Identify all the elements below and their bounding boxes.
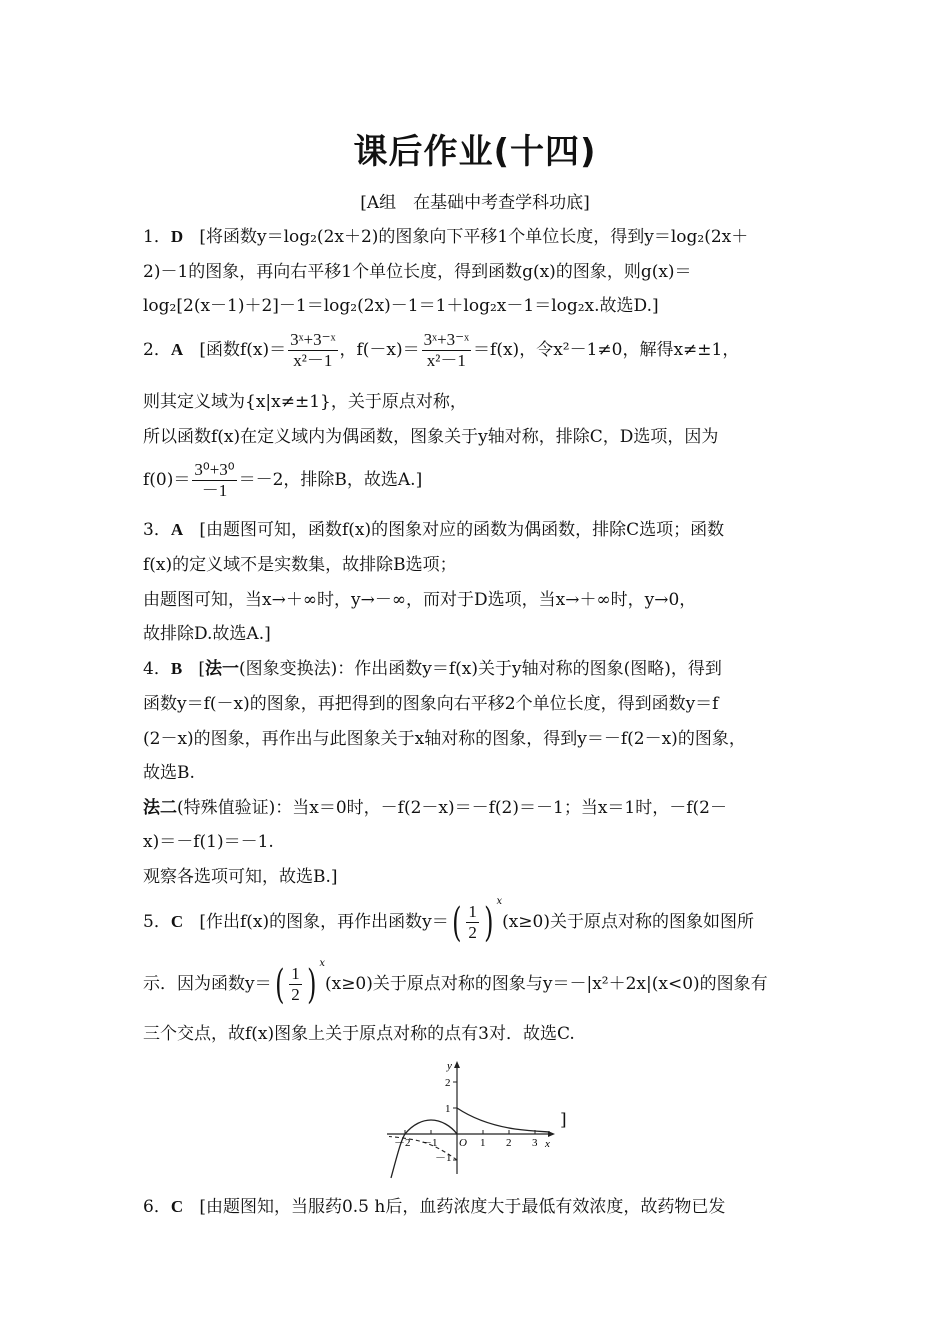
q5-function-graph [385,1058,565,1180]
q2-frac3-numerator: 3⁰+3⁰ [194,460,235,479]
q2-fraction-3 [192,460,236,501]
graph-y-tick-2: 2 [445,1077,451,1089]
q2-line-4 [143,460,422,501]
q4-line-7: 观察各选项可知，故选B.] [143,867,338,887]
q2-frac3-denominator: －1 [201,481,228,500]
q5-half-fraction-1 [466,902,479,943]
q2-end: ＝f(x)，令x²－1≠0，解得x≠±1， [473,340,740,360]
q5-text-1-start: [作出f(x)的图象，再作出函数y＝ [199,912,449,932]
q1-text-1: [将函数y＝log₂(2x＋2)的图象向下平移1个单位长度，得到y＝log₂(2x＋ [199,227,749,247]
q5-answer: C [170,912,184,931]
q4-line-2: 函数y＝f(－x)的图象，再把得到的图象向右平移2个单位长度，得到函数y＝f [143,694,719,714]
q3-number: 3． [143,520,171,540]
q5-number: 5． [143,912,171,932]
q6-number: 6． [143,1197,171,1217]
q5-exponent-1: x [496,896,503,908]
q2-fraction-2 [422,330,471,371]
q2-open: [函数f(x)＝ [199,340,287,360]
q5-text-1-end: (x≥0)关于原点对称的图象如图所 [502,912,754,932]
q5-exponent-2: x [319,958,325,970]
q2-answer: A [170,340,184,359]
q1-line-1 [143,225,748,249]
q4-text-1: (图象变换法)：作出函数y＝f(x)关于y轴对称的图象(图略)，得到 [239,659,722,679]
q6-line-1 [143,1195,725,1219]
q5-half-denominator-1: 2 [468,923,477,942]
q5-text-2-end: (x≥0)关于原点对称的图象与y＝－|x²＋2x|(x<0)的图象有 [324,974,768,994]
q2-line-2: 则其定义域为{x|x≠±1}，关于原点对称， [143,392,467,412]
q4-method-2-label: 法二 [143,798,177,818]
graph-x-tick-minus-1: －1 [421,1137,438,1149]
q5-line-3: 三个交点，故f(x)图象上关于原点对称的点有3对．故选C. [143,1024,575,1044]
q2-fraction-1 [288,330,337,371]
q2-frac1-denominator: x²－1 [293,351,333,370]
q1-line-2: 2)－1的图象，再向右平移1个单位长度，得到函数g(x)的图象，则g(x)＝ [143,262,692,282]
q3-line-4: 故排除D.故选A.] [143,624,271,644]
q5-half-numerator-2: 1 [291,964,300,983]
q4-answer: B [170,659,183,678]
graph-y-tick-minus-1: －1 [435,1152,452,1164]
q2-mid: ，f(－x)＝ [339,340,420,360]
q4-line-6: x)＝－f(1)＝－1. [143,832,274,852]
q4-method-1-label: 法一 [205,659,240,679]
graph-y-tick-1: 1 [445,1103,451,1115]
graph-origin-label: O [459,1137,467,1149]
q4-line-1: 4．B [法一(图象变换法)：作出函数y＝f(x)关于y轴对称的图象(图略)，得到 [143,659,722,679]
q5-text-2-start: 示．因为函数y＝ [143,974,272,994]
q2-frac1-numerator: 3ˣ+3⁻ˣ [290,330,336,349]
q1-line-3: log₂[2(x－1)＋2]－1＝log₂(2x)－1＝1＋log₂x－1＝log₂x.故选D.] [143,296,659,316]
graph-x-label: x [545,1138,550,1150]
q4-line-3: (2－x)的图象，再作出与此图象关于x轴对称的图象，得到y＝－f(2－x)的图象， [143,729,746,749]
q4-line-5 [143,796,727,820]
q3-line-3: 由题图可知，当x→＋∞时，y→－∞，而对于D选项，当x→＋∞时，y→0， [143,590,697,610]
q5-close-bracket: ] [560,1110,567,1130]
q4-line-4: 故选B. [143,763,195,783]
page-title: 课后作业(十四) [353,132,597,172]
q2-l4-start: f(0)＝ [143,470,191,490]
q5-half-numerator-1: 1 [468,902,477,921]
curve-abs-quadratic [391,1120,457,1178]
q1-answer: D [170,227,184,246]
q3-line-1 [143,518,724,542]
q3-answer: A [170,520,184,539]
q1-number: 1． [143,227,171,247]
q6-answer: C [170,1197,184,1216]
q2-frac2-denominator: x²－1 [426,351,466,370]
q5-line-2: 示．因为函数y＝( $\frac{1}{2}$ ) $^x$(x≥0)关于原点对称的图象与y＝－|x²＋2x|(x<0)的图象有 [143,958,768,1008]
q5-half-fraction-2 [289,964,302,1005]
q6-text-1: [由题图知，当服药0.5 h后，血药浓度大于最低有效浓度，故药物已发 [199,1197,726,1217]
graph-x-tick-minus-2: －2 [394,1137,411,1149]
q2-line-3: 所以函数f(x)在定义域内为偶函数，图象关于y轴对称，排除C，D选项，因为 [143,427,719,447]
section-title: [A组 在基础中考查学科功底] [360,193,590,213]
q4-text-5: (特殊值验证)：当x＝0时，－f(2－x)＝－f(2)＝－1；当x＝1时，－f(2－ [177,798,727,818]
q3-line-2: f(x)的定义域不是实数集，故排除B选项； [143,555,457,575]
q2-frac2-numerator: 3ˣ+3⁻ˣ [423,330,470,349]
q4-number: 4． [143,659,171,679]
graph-x-tick-1: 1 [480,1137,486,1149]
graph-x-tick-3: 3 [532,1137,538,1149]
q5-half-denominator-2: 2 [291,985,300,1004]
q2-number: 2． [143,340,171,360]
q2-l4-end: ＝－2，排除B，故选A.] [238,470,423,490]
q5-line-1: 5．C [作出f(x)的图象，再作出函数y＝( $\frac{1}{2}$ ) $^x$(x≥0)关于原点对称的图象如图所 [143,896,754,946]
graph-x-tick-2: 2 [506,1137,512,1149]
y-axis-arrow-icon [454,1061,460,1068]
q2-line-1 [143,330,739,371]
curve-half-power [457,1108,550,1132]
q3-text-1: [由题图可知，函数f(x)的图象对应的函数为偶函数，排除C选项；函数 [199,520,725,540]
graph-y-label: y [447,1060,452,1072]
